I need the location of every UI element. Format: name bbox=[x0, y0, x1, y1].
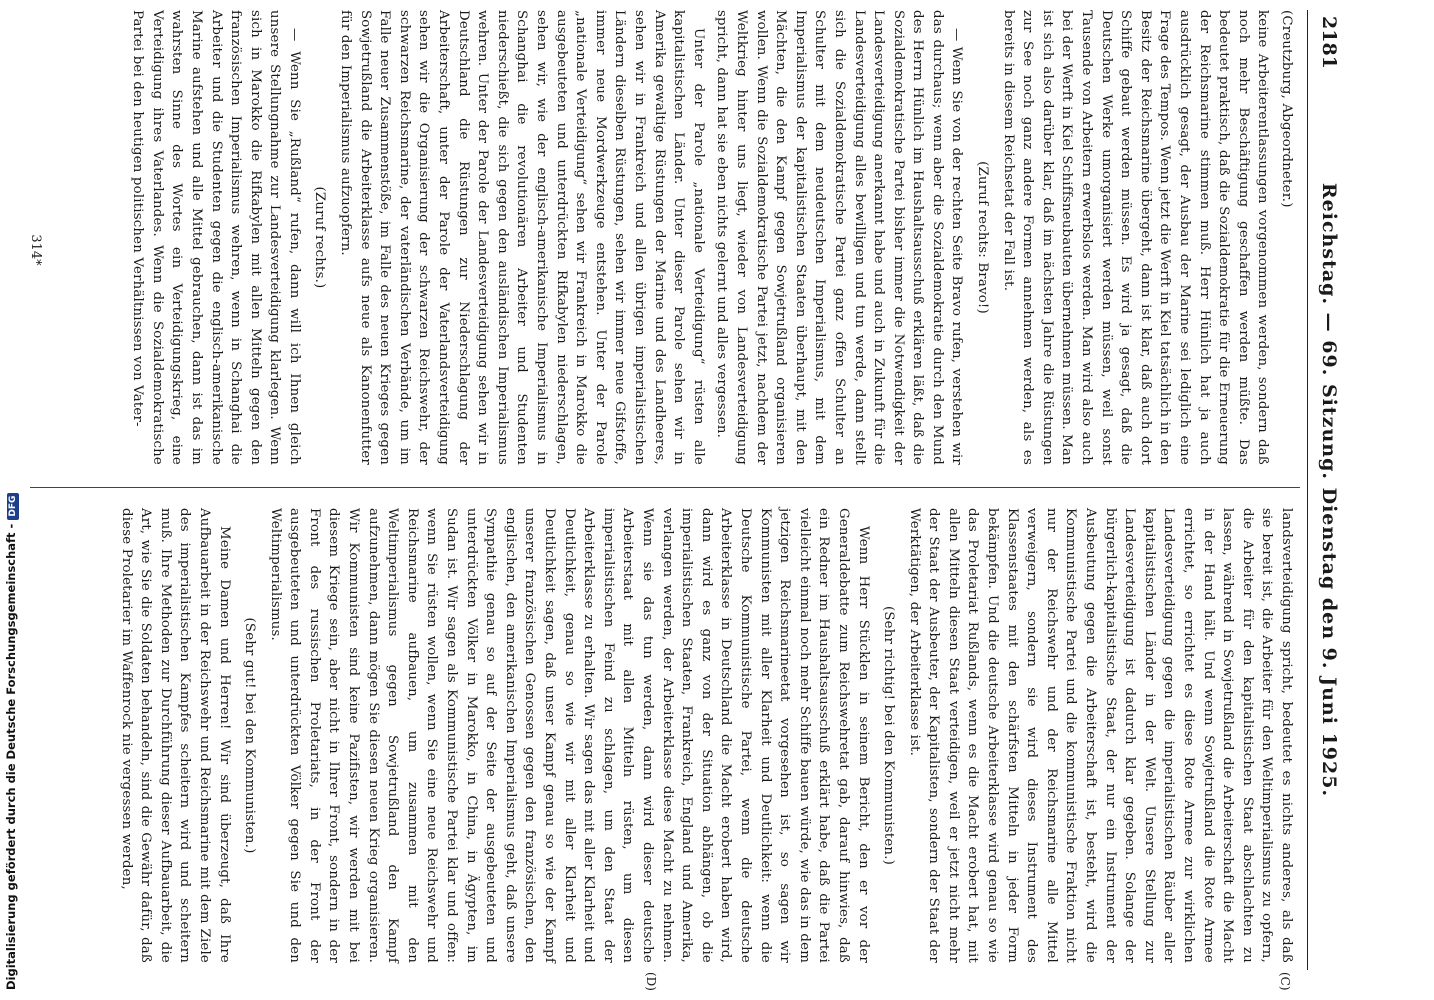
credit-text: Digitalisierung gefördert durch die Deutsche Forschungsgemeinschaft - bbox=[4, 523, 18, 990]
dfg-logo-icon: DFG bbox=[7, 493, 19, 520]
interjection: (Sehr richtig! bei den Kommunisten.) bbox=[881, 605, 897, 866]
sheet-mark: 314* bbox=[28, 234, 43, 266]
interjection: (Zuruf rechts: Bravo!) bbox=[975, 161, 991, 314]
right-column bbox=[112, 508, 1296, 963]
interjection: (Zuruf rechts.) bbox=[312, 186, 328, 289]
document-page bbox=[18, 10, 1348, 991]
interjection: (Sehr gut! bei den Kommunisten.) bbox=[242, 617, 258, 854]
page-number: 2181 bbox=[1318, 16, 1340, 69]
speaker-name: (Creutzburg, Abgeordneter.) bbox=[1279, 10, 1294, 208]
paragraph: Unter der Parole „nationale Verteidigung“ rüsten alle kapitalistischen Länder. Unter dieser Parole sehen wir in Amerika gewaltige Rüstungen der Marine und des Landheeres, sehen wir in Frankreich und allen übrigen imperialistischen Ländern dieselben Rüstungen, sehen wir immer neue Gifstoffe, immer neue Mordwerkzeuge entstehen. Unter der Parole „nationale Verteidigung“ sehen wir Frankreich in Marokko die ausgebeuteten und unterdrückten Rifkabylen niederschlagen, sehen wir, wie der englisch-amerikanische Imperialismus in Schanghai die revolutionären Arbeiter und Studenten niederschießt, die sich gegen den ausländischen Imperialismus wehren. Unter der Parole der Landesverteidigung sehen wir in Deutschland die Rüstungen zur Niederschlagung der Arbeiterschaft, unter der Parole der Vaterlandsverteidigung sehen wir die Organisierung der schwarzen Reichswehr, der schwarzen Reichsmarine, der vaterländischen Verbände, um im Falle neuer Zusammenstöße, im Falle des neuen Krieges gegen Sowjetrußland die Arbeiterklasse aufs neue als Kanonenfutter für den Imperialismus aufzuopfern. bbox=[338, 10, 706, 465]
paragraph: — Wenn Sie von der rechten Seite Bravo rufen, verstehen wir das durchaus; wenn aber die Sozialdemokratie durch den Mund des Herrn Hünlich im Haushaltsausschuß erklären läßt, daß die Sozialdemokratische Partei bisher immer die Notwendigkeit der Landesverteidigung anerkannt habe und auch in Zukunft für die Landesverteidigung alles bewilligen und tun werde, dann stellt sich die Sozialdemokratische Partei ganz offen Schulter an Schulter mit dem neudeutschen Imperialismus, mit dem Imperialismus der kapitalistischen Staaten überhaupt, mit den Mächten, die den Kampf gegen Sowjetrußland organisieren wollen. Wenn die Sozialdemokratische Partei jetzt, nachdem der Weltkrieg hinter uns liegt, wieder von Landesverteidigung spricht, dann hat sie eben nichts gelernt und alles vergessen. bbox=[714, 10, 965, 465]
paragraph: Meine Damen und Herren! Wir sind überzeugt, daß Ihre Aufbauarbeit in der Reichswehr und Reichsmarine mit dem Ziele des imperialistischen Kampfes scheitern wird und scheitern muß. Ihre Methoden zur Durchführung dieser Aufbauarbeit, die Art, wie Sie die Soldaten behandeln, sind die Gewähr dafür, daß diese Proletarier im Waffenrock nie vergessen werden, bbox=[118, 508, 232, 963]
paragraph: keine Arbeiterentlassungen vorgenommen werden, sondern daß noch mehr Beschäftigung geschaffen werden müßte. Das bedeutet praktisch, daß die Sozialdemokratie für die Erneuerung der Reichsmarine stimmen muß. Herr Hünlich hat ja auch ausdrücklich gesagt, der Ausbau der Marine sei lediglich eine Frage des Tempos. Wenn jetzt die Werft in Kiel tatsächlich in den Besitz der Reichsmarine übergeht, dann ist klar, daß auch dort Schiffe gebaut werden müssen. Es wird ja gesagt, daß die Deutschen Werke umorganisiert werden müssen, weil sonst Tausende von Arbeitern erwerbslos werden. Man wird also auch bei der Werft in Kiel Schiffsneubauten übernehmen müssen. Man ist sich also darüber klar, daß im nächsten Jahre die Rüstungen zur See noch ganz andere Formen annehmen werden, als es bereits in diesem Reichsetat der Fall ist. bbox=[1000, 10, 1271, 465]
margin-mark-d: (D) bbox=[644, 972, 658, 991]
left-column bbox=[124, 10, 1296, 465]
page-title: Reichstag. — 69. Sitzung. Dienstag den 9. Juni 1925. bbox=[1318, 182, 1340, 798]
dfg-credit bbox=[4, 0, 19, 990]
page-header bbox=[1307, 10, 1348, 970]
margin-mark-c: (C) bbox=[1278, 972, 1292, 991]
paragraph: Wenn Herr Stücklen in seinem Bericht, den er vor der Generaldebatte zum Reichswehretat gab, darauf hinwies, daß ein Redner im Haushaltsausschuß erklärt habe, daß die Partei vielleicht einmal noch mehr Schiffe bauen würde, wie das in dem jetzigen Reichsmarineetat vorgesehen ist, so sagen wir Kommunisten mit aller Klarheit und Deutlichkeit: wenn die Deutsche Kommunistische Partei, wenn die deutsche Arbeiterklasse in Deutschland die Macht erobert haben wird, dann wird es ganz von der Situation abhängen, ob die imperialistischen Staaten, Frankreich, England und Amerika, verlangen werden, der Arbeiterklasse diese Macht zu nehmen. Wenn sie das tun werden, dann wird dieser deutsche Arbeiterstaat mit allen Mitteln rüsten, um diesen imperialistischen Feind zu schlagen, um den Staat der Arbeiterklasse zu erhalten. Wir sagen das mit aller Klarheit und Deutlichkeit, genau so wie wir mit aller Klarheit und Deutlichkeit sagen, daß unser Kampf genau so wie der Kampf unserer französischen Genossen gegen den französischen, den englischen, den amerikanischen Imperialismus geht, daß unsere Sympathie genau so auf der Seite der ausgebeuteten und unterdrückten Völker in Marokko, in China, in Ägypten, im Sudan ist. Wir sagen als Kommunistische Partei klar und offen: wenn Sie rüsten wollen, wenn Sie eine neue Reichswehr und Reichsmarine aufbauen, um zusammen mit den Weltimperialismus gegen Sowjetrußland den Kampf aufzunehmen, dann mögen Sie diesen neuen Krieg organisieren. Wir Kommunisten sind keine Pazifisten, wir werden mit bei diesem Kriege sein, aber nicht in Ihrer Front, sondern in der Front des russischen Proletariats, in der Front der ausgebeuteten und unterdrückten Völker gegen Sie und den Weltimperialismus. bbox=[267, 508, 871, 963]
paragraph: — Wenn Sie „Rußland“ rufen, dann will ich Ihnen gleich unsere Stellungnahme zur Landesverteidigung klarlegen. Wenn sich in Marokko die Rifkabylen mit allen Mitteln gegen den französischen Imperialismus wehren, wenn in Schanghai die Arbeiter und die Studenten gegen die englisch-amerikanische Marine aufstehen und alle Mittel gebrauchen, dann ist das im wahrsten Sinne des Wortes ein Verteidigungskrieg, eine Verteidigung ihres Vaterlandes. Wenn die Sozialdemokratische Partei bei den heutigen politischen Verhältnissen von Vater- bbox=[130, 10, 302, 465]
column-divider bbox=[30, 487, 1300, 488]
paragraph: landsverteidigung spricht, bedeutet es nichts anderes, als daß sie bereit ist, die Arbeiter für den Weltimperialismus zu opfern, die Arbeiter für den kapitalistischen Staat abschlachten zu lassen, während in Sowjetrußland die Arbeiterschaft die Macht in der Hand hält. Und wenn Sowjetrußland die Rote Armee errichtet, so errichtet es diese Rote Armee zur wirklichen Landesverteidigung gegen die imperialistischen Räuber aller kapitalistischen Länder in der Welt. Unsere Stellung zur Landesverteidigung ist dadurch klar gegeben. Solange der bürgerlich-kapitalistische Staat, der nur ein Instrument der Ausbeutung gegen die Arbeiterschaft ist, besteht, wird die Kommunistische Partei und die kommunistische Fraktion nicht nur der Reichswehr und der Reichsmarine alle Mittel verweigern, sondern sie wird dieses Instrument des Klassenstaates mit den schärfsten Mitteln in jeder Form bekämpfen. Und die deutsche Arbeiterklasse wird genau so wie das Proletariat Rußlands, wenn es die Macht erobert hat, mit allen Mitteln diesen Staat verteidigen, weil er jetzt nicht mehr der Staat der Ausbeuter, der Kapitalisten, sondern der Staat der Werktätigen, der Arbeiterklasse ist. bbox=[906, 508, 1294, 963]
